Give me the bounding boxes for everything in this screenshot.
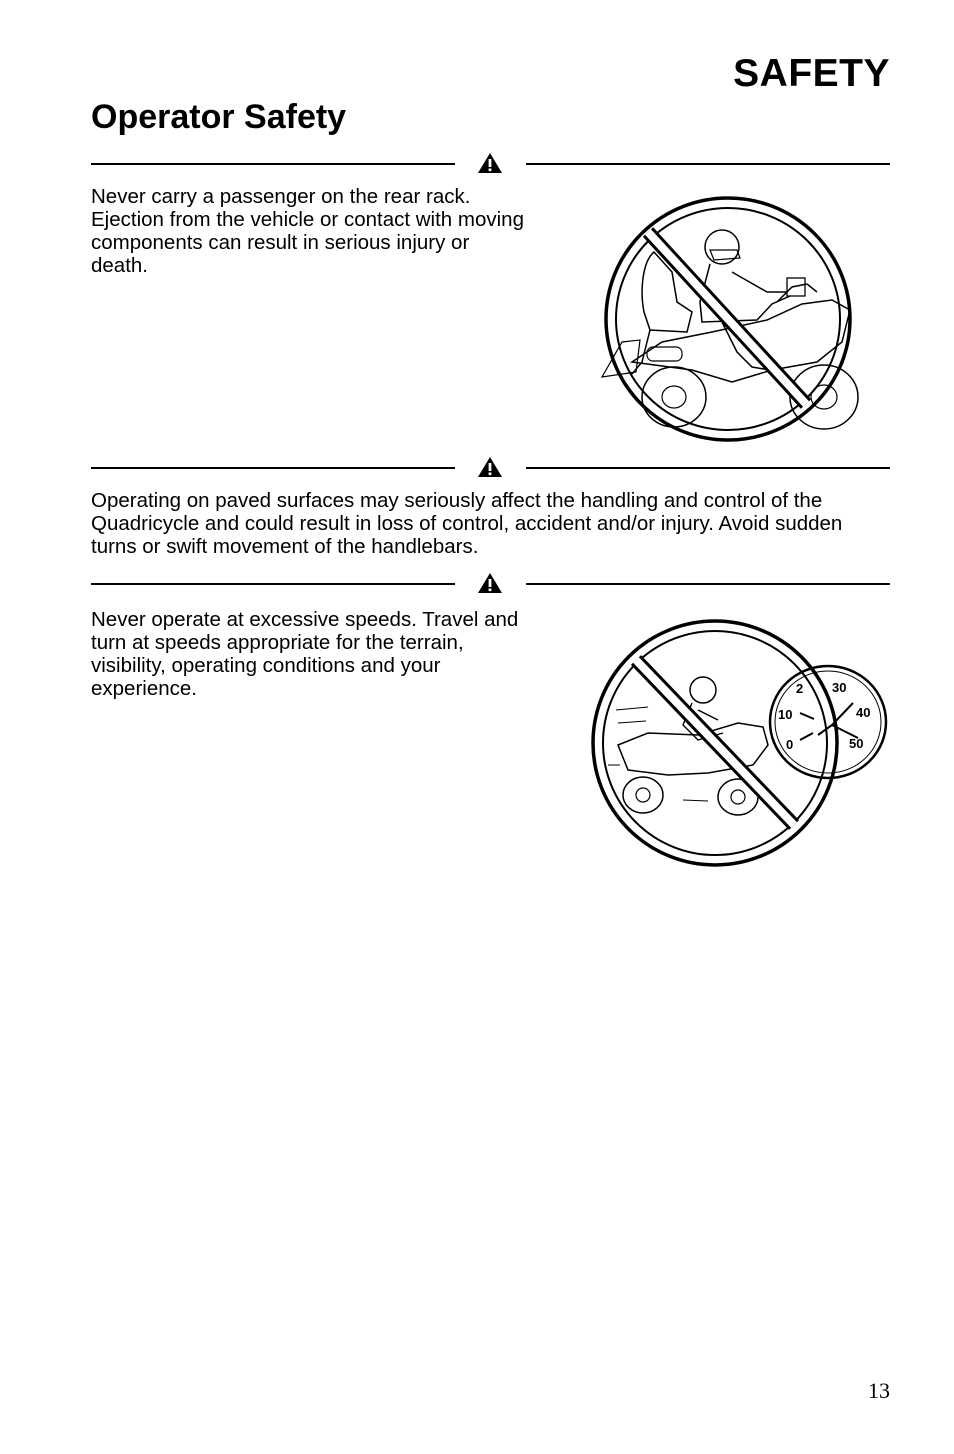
divider-line (91, 583, 455, 585)
no-speeding-illustration (588, 615, 888, 870)
divider-line (526, 583, 890, 585)
warning-text: Operating on paved surfaces may seriously affect the handling and control of the Quadricycle and could result in loss of control, accident and/or injury. Avoid sudden turns or swift movement of the handlebars. (91, 489, 843, 558)
chapter-heading: SAFETY (733, 52, 890, 95)
divider-line (526, 467, 890, 469)
speedometer-label: 50 (849, 736, 864, 751)
page-number: 13 (868, 1378, 890, 1403)
divider-line (526, 163, 890, 165)
warning-divider (91, 152, 890, 176)
divider-line (91, 467, 455, 469)
warning-triangle-icon (477, 572, 503, 594)
no-passenger-illustration (592, 192, 872, 450)
speedometer-label: 40 (856, 705, 871, 720)
warning-triangle-icon (477, 456, 503, 478)
speedometer-label: 10 (778, 707, 793, 722)
speedometer-label: 30 (832, 680, 847, 695)
warning-triangle-icon (477, 152, 503, 174)
divider-line (91, 163, 455, 165)
warning-text: Never carry a passenger on the rear rack. Ejection from the vehicle or contact with moving components can result in serious injury or death. (91, 185, 524, 277)
speedometer-label: 0 (786, 737, 794, 752)
section-title: Operator Safety (91, 98, 347, 136)
warning-text: Never operate at excessive speeds. Travel and turn at speeds appropriate for the terrain, visibility, operating conditions and your experience. (91, 608, 519, 700)
warning-divider (91, 456, 890, 480)
speedometer-gauge (770, 666, 886, 778)
warning-divider (91, 572, 890, 596)
speedometer-label: 2 (796, 681, 804, 696)
